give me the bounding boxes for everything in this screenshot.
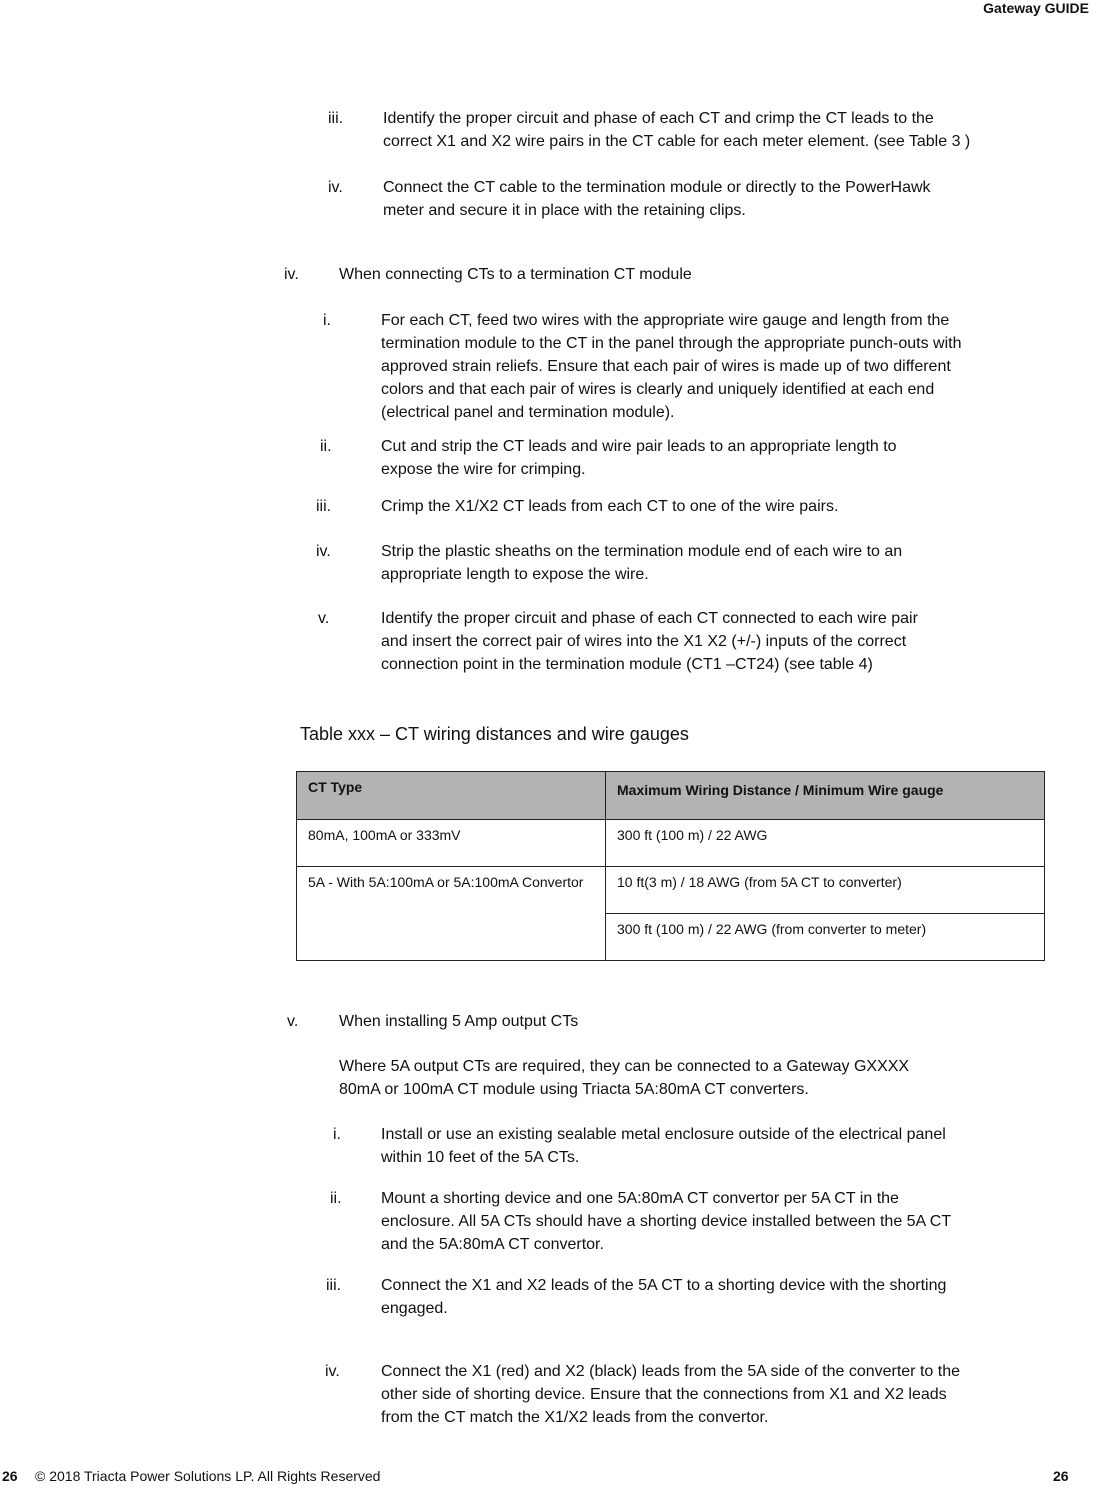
- header-title: Gateway GUIDE: [983, 0, 1089, 16]
- list-marker: iv.: [316, 543, 331, 560]
- list-item-text: For each CT, feed two wires with the appropriate wire gauge and length from the termination module to the CT in the panel through the appropriate punch-outs with approved strain reliefs. Ensure that each pair of wires is made up of two different colors and that each pair of wires is clearly and uniquely identified at each end (electrical panel and termination module).: [381, 312, 962, 421]
- list-item-text: Connect the CT cable to the termination module or directly to the PowerHawk meter and secure it in place with the retaining clips.: [383, 179, 931, 219]
- section-heading: When installing 5 Amp output CTs: [339, 1013, 579, 1030]
- table-cell: 10 ft(3 m) / 18 AWG (from 5A CT to converter): [606, 867, 1045, 914]
- list-marker: ii.: [330, 1190, 342, 1207]
- list-item-text: Mount a shorting device and one 5A:80mA CT convertor per 5A CT in the enclosure. All 5A CTs should have a shorting device installed between the 5A CT and the 5A:80mA CT convertor.: [381, 1190, 952, 1253]
- table-cell: 300 ft (100 m) / 22 AWG: [606, 820, 1045, 867]
- list-marker: iii.: [328, 110, 344, 127]
- list-item-text: Strip the plastic sheaths on the termination module end of each wire to an appropriate length to expose the wire.: [381, 543, 903, 583]
- list-marker: iii.: [316, 498, 332, 515]
- table-row: [297, 867, 1045, 914]
- footer-page-number: 26: [2, 1468, 18, 1484]
- paragraph: Where 5A output CTs are required, they can be connected to a Gateway GXXXX 80mA or 100mA CT module using Triacta 5A:80mA CT converters.: [339, 1058, 910, 1098]
- list-item-text: Identify the proper circuit and phase of each CT and crimp the CT leads to the correct X1 and X2 wire pairs in the CT cable for each meter element. (see Table 3 ): [383, 110, 971, 150]
- list-marker: v.: [287, 1013, 299, 1030]
- footer-page-number-right: 26: [1053, 1468, 1069, 1484]
- list-item-text: Cut and strip the CT leads and wire pair leads to an appropriate length to expose the wire for crimping.: [381, 438, 897, 478]
- table-cell: 80mA, 100mA or 333mV: [297, 820, 606, 867]
- list-item-text: Identify the proper circuit and phase of each CT connected to each wire pair and insert the correct pair of wires into the X1 X2 (+/-) inputs of the correct connection point in the termination module (CT1 –CT24) (see table 4): [381, 610, 918, 673]
- ct-wiring-table: [296, 771, 1045, 961]
- list-marker: iv.: [328, 179, 343, 196]
- list-marker: ii.: [320, 438, 332, 455]
- table-header-distance: Maximum Wiring Distance / Minimum Wire gauge: [606, 772, 1045, 820]
- list-marker: i.: [323, 312, 331, 329]
- list-marker: iv.: [284, 266, 299, 283]
- table-cell: 300 ft (100 m) / 22 AWG (from converter to meter): [606, 914, 1045, 961]
- section-heading: When connecting CTs to a termination CT module: [339, 266, 692, 283]
- list-marker: iv.: [325, 1363, 340, 1380]
- list-marker: iii.: [326, 1277, 342, 1294]
- list-marker: i.: [333, 1126, 341, 1143]
- list-item-text: Install or use an existing sealable metal enclosure outside of the electrical panel within 10 feet of the 5A CTs.: [381, 1126, 946, 1166]
- list-marker: v.: [318, 610, 330, 627]
- table-cell: 5A - With 5A:100mA or 5A:100mA Convertor: [297, 867, 606, 961]
- footer-copyright: © 2018 Triacta Power Solutions LP. All Rights Reserved: [35, 1468, 381, 1484]
- table-header-ct-type: CT Type: [297, 772, 606, 820]
- table-caption: Table xxx – CT wiring distances and wire gauges: [300, 724, 689, 744]
- table-row: [297, 820, 1045, 867]
- list-item-text: Connect the X1 (red) and X2 (black) leads from the 5A side of the converter to the other side of shorting device. Ensure that the connections from X1 and X2 leads from the CT match the X1/X2 leads from the convertor.: [381, 1363, 960, 1426]
- list-item-text: Connect the X1 and X2 leads of the 5A CT to a shorting device with the shorting engaged.: [381, 1277, 947, 1317]
- list-item-text: Crimp the X1/X2 CT leads from each CT to one of the wire pairs.: [381, 498, 839, 515]
